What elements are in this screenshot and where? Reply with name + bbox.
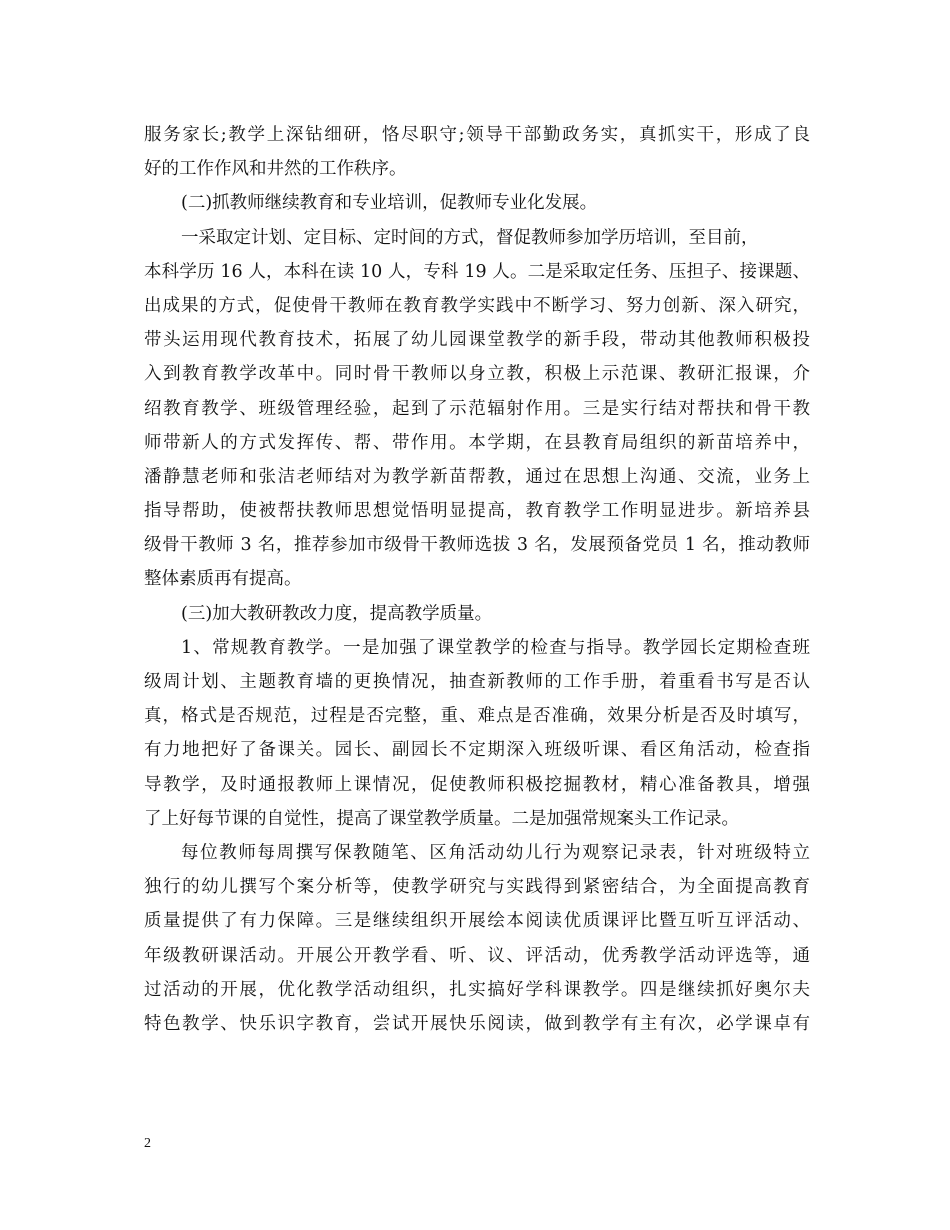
page-number: 2 — [144, 1136, 151, 1151]
text-line: 每位教师每周撰写保教随笔、区角活动幼儿行为观察记录表，针对班级特立 — [181, 842, 810, 863]
text-line: 特色教学、快乐识字教育，尝试开展快乐阅读，做到教学有主有次，必学课卓有 — [144, 1013, 810, 1034]
text-line: 真，格式是否规范，过程是否完整，重、难点是否准确，效果分析是否及时填写， — [144, 706, 810, 727]
text-line: 年级教研课活动。开展公开教学看、听、议、评活动，优秀教学活动评选等，通 — [144, 945, 810, 966]
text-line: 有力地把好了备课关。园长、副园长不定期深入班级听课、看区角活动，检查指 — [144, 740, 810, 761]
text-line: 质量提供了有力保障。三是继续组织开展绘本阅读优质课评比暨互听互评活动、 — [144, 911, 810, 932]
text-line: 师带新人的方式发挥传、帮、带作用。本学期，在县教育局组织的新苗培养中， — [144, 432, 810, 453]
document-body — [144, 118, 810, 1041]
text-line: (三)加大教研教改力度，提高教学质量。 — [181, 603, 493, 624]
text-line: 绍教育教学、班级管理经验，起到了示范辐射作用。三是实行结对帮扶和骨干教 — [144, 398, 810, 419]
text-line: 整体素质再有提高。 — [144, 569, 302, 590]
text-line: (二)抓教师继续教育和专业培训，促教师专业化发展。 — [181, 193, 598, 214]
text-line: 导教学，及时通报教师上课情况，促使教师积极挖掘教材，精心准备教具，增强 — [144, 774, 810, 795]
text-line: 1、常规教育教学。一是加强了课堂教学的检查与指导。教学园长定期检查班 — [181, 637, 810, 658]
text-line: 过活动的开展，优化教学活动组织，扎实搞好学科课教学。四是继续抓好奥尔夫 — [144, 979, 810, 1000]
text-line: 本科学历 16 人，本科在读 10 人，专科 19 人。二是采取定任务、压担子、接课题、 — [144, 261, 810, 282]
text-line: 了上好每节课的自觉性，提高了课堂教学质量。二是加强常规案头工作记录。 — [144, 808, 739, 829]
text-line: 一采取定计划、定目标、定时间的方式，督促教师参加学历培训，至目前， — [181, 227, 759, 248]
text-line: 独行的幼儿撰写个案分析等，使教学研究与实践得到紧密结合，为全面提高教育 — [144, 877, 810, 898]
text-line: 出成果的方式，促使骨干教师在教育教学实践中不断学习、努力创新、深入研究， — [144, 295, 810, 316]
text-line: 指导帮助，使被帮扶教师思想觉悟明显提高，教育教学工作明显进步。新培养县 — [144, 501, 810, 522]
text-line: 潘静慧老师和张洁老师结对为教学新苗帮教，通过在思想上沟通、交流，业务上 — [144, 466, 810, 487]
text-line: 带头运用现代教育技术，拓展了幼儿园课堂教学的新手段，带动其他教师积极投 — [144, 330, 810, 351]
text-line: 服务家长;教学上深钻细研，恪尽职守;领导干部勤政务实，真抓实干，形成了良 — [144, 125, 810, 145]
text-line: 入到教育教学改革中。同时骨干教师以身立教，积极上示范课、教研汇报课，介 — [144, 364, 810, 385]
text-line: 级周计划、主题教育墙的更换情况，抽查新教师的工作手册，着重看书写是否认 — [144, 672, 810, 692]
text-line: 级骨干教师 3 名，推荐参加市级骨干教师选拔 3 名，发展预备党员 1 名，推动教师 — [144, 535, 810, 556]
text-line: 好的工作作风和井然的工作秩序。 — [144, 159, 407, 180]
